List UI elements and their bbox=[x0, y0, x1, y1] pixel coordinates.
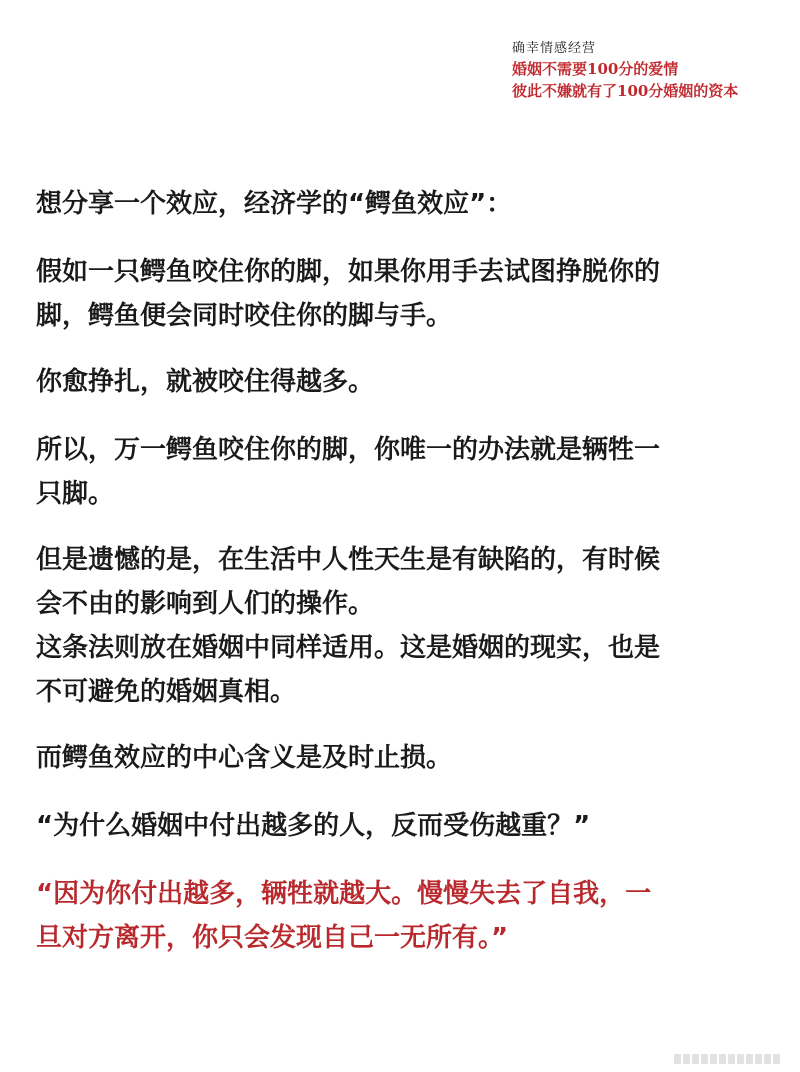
highlighted-quote bbox=[36, 872, 776, 960]
paragraph-line: 但是遗憾的是，在生活中人性天生是有缺陷的，有时候 bbox=[36, 545, 661, 575]
paragraph-line: 不可避免的婚姻真相。 bbox=[36, 677, 297, 707]
paragraph-line: 想分享一个效应，经济学的“鳄鱼效应”： bbox=[36, 189, 513, 219]
paragraph-line: 假如一只鳄鱼咬住你的脚，如果你用手去试图挣脱你的 bbox=[36, 257, 661, 287]
paragraph-line: 你愈挣扎，就被咬住得越多。 bbox=[36, 367, 375, 397]
paragraph-line: 会不由的影响到人们的操作。 bbox=[36, 589, 375, 619]
paragraph bbox=[36, 428, 776, 516]
paragraph bbox=[36, 250, 776, 338]
paragraph bbox=[36, 736, 776, 780]
paragraph bbox=[36, 538, 776, 714]
paragraph-line: 而鳄鱼效应的中心含义是及时止损。 bbox=[36, 743, 453, 773]
article-body bbox=[36, 182, 776, 960]
watermark-strip bbox=[674, 1052, 780, 1066]
paragraph bbox=[36, 804, 776, 848]
paragraph-line: 脚，鳄鱼便会同时咬住你的脚与手。 bbox=[36, 301, 453, 331]
paragraph-line: “因为你付出越多，辆牲就越大。慢慢失去了自我，一 bbox=[36, 879, 652, 909]
tagline-2: 彼此不嫌就有了100分婚姻的资本 bbox=[512, 82, 739, 100]
paragraph-line: “为什么婚姻中付出越多的人，反而受伤越重？” bbox=[36, 811, 591, 841]
tagline-1: 婚姻不需要100分的爱情 bbox=[512, 60, 679, 78]
paragraph-line: 所以，万一鳄鱼咬住你的脚，你唯一的办法就是辆牲一 bbox=[36, 435, 661, 465]
paragraph-line: 只脚。 bbox=[36, 479, 115, 509]
paragraph-line: 旦对方离开，你只会发现自己一无所有。” bbox=[36, 923, 509, 953]
paragraph bbox=[36, 182, 776, 226]
paragraph bbox=[36, 360, 776, 404]
header bbox=[512, 40, 792, 102]
brand-name: 确幸情感经营 bbox=[512, 41, 597, 56]
paragraph-line: 这条法则放在婚姻中同样适用。这是婚姻的现实，也是 bbox=[36, 633, 661, 663]
